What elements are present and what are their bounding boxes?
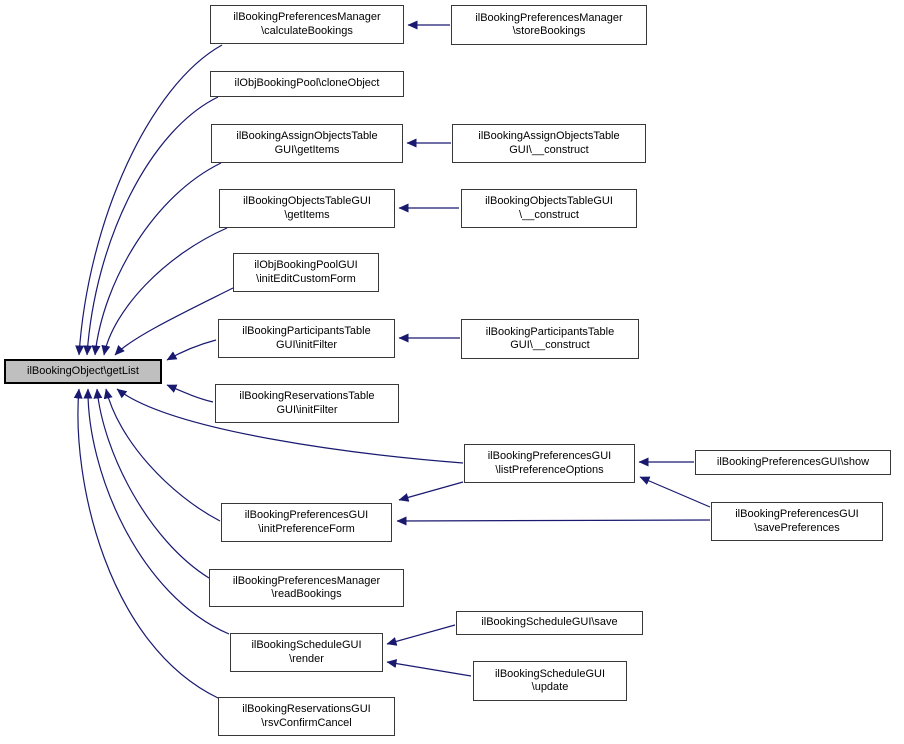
- node-ilBookingReservationsGUI-rsvConfirmCancel[interactable]: [218, 697, 395, 736]
- node-ilBookingObjectsTableGUI-getItems[interactable]: [219, 189, 395, 228]
- edge-savePreferences-listPreferenceOptions: [640, 477, 710, 507]
- edge-rsvConfirmCancel-getList: [78, 389, 218, 698]
- node-ilBookingScheduleGUI-update[interactable]: [473, 661, 627, 701]
- node-ilBookingObjectsTableGUI-construct[interactable]: [461, 189, 637, 228]
- edge-scheduleUpdate-render: [387, 662, 471, 676]
- node-label: ilBookingPreferencesGUI: [244, 509, 369, 521]
- node-label: ilBookingAssignObjectsTable: [236, 130, 378, 142]
- node-label: GUI\initFilter: [276, 403, 338, 416]
- node-ilBookingPreferencesGUI-savePreferences[interactable]: [711, 502, 883, 541]
- edge-cloneObject-getList: [87, 97, 218, 355]
- node-label: ilBookingPreferencesGUI\show: [716, 455, 870, 468]
- node-label: ilBookingParticipantsTable: [485, 325, 615, 338]
- edge-listPreferenceOptions-initPreferenceForm: [399, 482, 463, 500]
- node-label: ilBookingPreferencesManager: [475, 11, 623, 24]
- node-ilBookingPreferencesManager-storeBookings[interactable]: [451, 5, 647, 45]
- node-label: \__construct: [519, 208, 579, 221]
- node-label: \getItems: [284, 208, 330, 221]
- node-label: \initPreferenceForm: [258, 522, 355, 535]
- node-ilObjBookingPoolGUI-initEditCustomForm[interactable]: [233, 253, 379, 292]
- node-label: ilBookingObject\getList: [27, 364, 139, 377]
- edge-initEditCustomForm-getList: [115, 288, 233, 355]
- node-label: \savePreferences: [754, 521, 840, 534]
- node-label: ilBookingPreferencesManager: [233, 11, 381, 23]
- node-ilBookingPreferencesGUI-show[interactable]: [695, 450, 891, 475]
- node-label: ilObjBookingPool\cloneObject: [234, 77, 380, 90]
- node-label: GUI\__construct: [510, 339, 590, 351]
- edge-participantsInitFilter-getList: [167, 340, 216, 360]
- node-ilBookingAssignObjectsTableGUI-getItems[interactable]: [211, 124, 403, 163]
- node-label: ilBookingScheduleGUI: [494, 667, 606, 680]
- node-ilBookingReservationsTableGUI-initFilter[interactable]: [215, 384, 399, 423]
- node-ilBookingParticipantsTableGUI-initFilter[interactable]: [218, 319, 395, 358]
- node-label: ilObjBookingPoolGUI: [254, 259, 358, 271]
- edge-readBookings-getList: [97, 389, 209, 578]
- node-label: ilBookingObjectsTableGUI: [485, 195, 613, 207]
- edge-scheduleSave-render: [387, 625, 455, 644]
- node-label: \listPreferenceOptions: [495, 463, 604, 476]
- node-label: ilBookingScheduleGUI\save: [481, 616, 618, 629]
- node-label: GUI\__construct: [509, 143, 589, 156]
- node-label: ilBookingPreferencesGUI: [735, 508, 859, 520]
- node-label: \update: [531, 681, 569, 693]
- node-label: ilBookingReservationsTable: [239, 390, 375, 402]
- node-ilBookingPreferencesManager-calculateBookings[interactable]: [210, 5, 404, 44]
- node-ilBookingParticipantsTableGUI-construct[interactable]: [461, 319, 639, 359]
- node-label: GUI\getItems: [274, 143, 340, 156]
- node-label: \storeBookings: [512, 25, 586, 37]
- node-label: ilBookingPreferencesManager: [232, 574, 381, 587]
- node-ilBookingAssignObjectsTableGUI-construct[interactable]: [452, 124, 646, 163]
- node-label: GUI\initFilter: [275, 338, 338, 351]
- node-label: \calculateBookings: [261, 24, 353, 37]
- node-label: ilBookingAssignObjectsTable: [478, 130, 620, 142]
- node-ilBookingPreferencesGUI-initPreferenceForm[interactable]: [221, 503, 392, 542]
- node-label: ilBookingPreferencesGUI: [487, 450, 612, 462]
- node-label: ilBookingReservationsGUI: [242, 703, 371, 715]
- edge-savePreferences-initPreferenceForm: [397, 520, 710, 521]
- node-ilObjBookingPool-cloneObject[interactable]: [210, 71, 404, 97]
- node-ilBookingPreferencesGUI-listPreferenceOptions[interactable]: [464, 444, 635, 483]
- node-label: \rsvConfirmCancel: [261, 716, 352, 729]
- edge-calculateBookings-getList: [79, 45, 222, 355]
- edge-reservationsInitFilter-getList: [167, 385, 213, 402]
- node-label: ilBookingObjectsTableGUI: [243, 195, 371, 207]
- node-label: ilBookingScheduleGUI: [251, 639, 362, 651]
- node-label: \render: [289, 652, 324, 665]
- node-label: ilBookingParticipantsTable: [242, 325, 371, 337]
- node-ilBookingScheduleGUI-save[interactable]: [456, 611, 643, 635]
- node-ilBookingScheduleGUI-render[interactable]: [230, 633, 383, 672]
- node-label: \initEditCustomForm: [256, 272, 356, 285]
- node-ilBookingObject-getList: [4, 359, 162, 384]
- node-ilBookingPreferencesManager-readBookings[interactable]: [209, 569, 404, 607]
- node-label: \readBookings: [271, 588, 342, 600]
- edge-initPreferenceForm-getList: [106, 389, 220, 521]
- edge-objectsGetItems-getList: [104, 228, 227, 355]
